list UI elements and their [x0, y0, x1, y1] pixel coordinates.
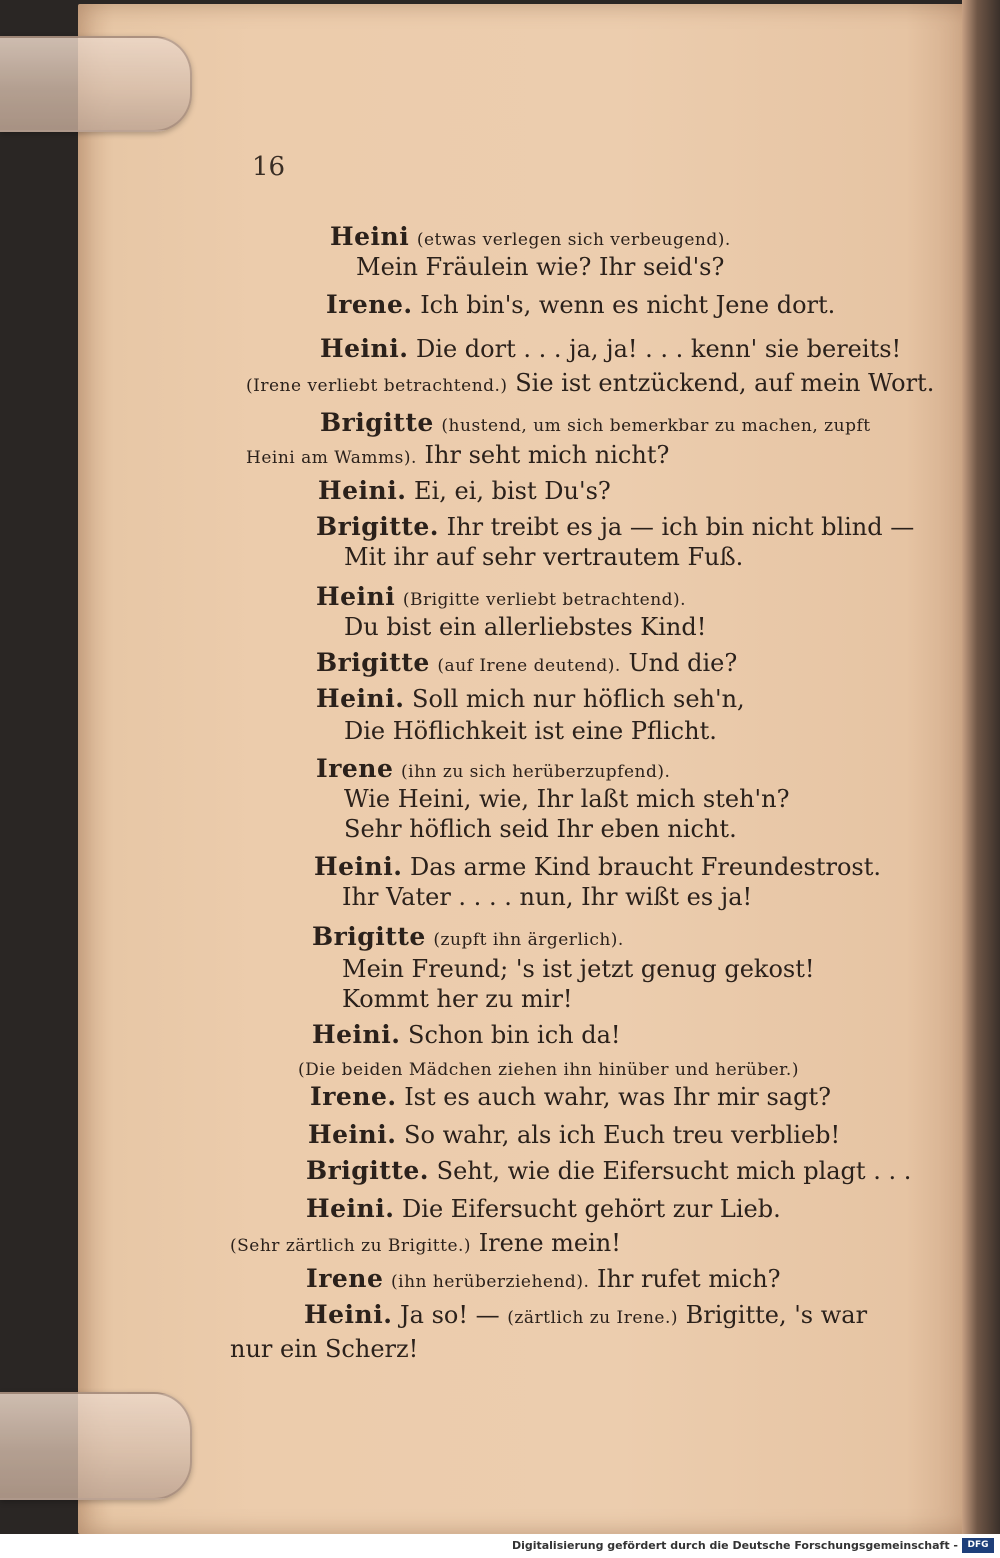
stage-direction: (etwas verlegen sich verbeugend).: [416, 230, 731, 250]
dialogue-line: [344, 814, 737, 844]
line-text: Die Höflichkeit ist eine Pflicht.: [344, 717, 717, 745]
line-text: Ich bin's, wenn es nicht Jene dort.: [420, 291, 836, 319]
dialogue-line: [342, 882, 752, 912]
dialogue-line: [320, 334, 901, 364]
dialogue-line: [306, 1156, 911, 1186]
line-text: Ihr seht mich nicht?: [424, 441, 670, 469]
dialogue-line: [342, 984, 573, 1014]
speaker-name: Heini.: [304, 1300, 393, 1329]
dialogue-line: [230, 1228, 621, 1261]
line-text: Und die?: [628, 649, 738, 677]
line-text: Seht, wie die Eifersucht mich plagt . . .: [436, 1157, 912, 1185]
speaker-name: Heini: [330, 222, 410, 251]
dialogue-line: [306, 1264, 781, 1297]
stage-direction: (zärtlich zu Irene.): [507, 1308, 678, 1328]
speaker-name: Brigitte: [320, 408, 434, 437]
speaker-name: Heini.: [314, 852, 403, 881]
stage-direction: (zupft ihn ärgerlich).: [433, 930, 624, 950]
dialogue-line: [316, 582, 686, 615]
line-text: Du bist ein allerliebstes Kind!: [344, 613, 707, 641]
dialogue-line: [326, 290, 835, 320]
speaker-name: Brigitte.: [306, 1156, 429, 1185]
line-text: Ei, ei, bist Du's?: [414, 477, 611, 505]
dialogue-line: [246, 440, 669, 473]
dialogue-line: [316, 512, 914, 542]
line-text: Ihr Vater . . . . nun, Ihr wißt es ja!: [342, 883, 753, 911]
speaker-name: Brigitte.: [316, 512, 439, 541]
line-text: Brigitte, 's war: [685, 1301, 868, 1329]
dialogue-line: [308, 1120, 840, 1150]
dialogue-line: [230, 1334, 418, 1364]
dialogue-line: [344, 542, 743, 572]
stage-direction: (Irene verliebt betrachtend.): [246, 376, 508, 396]
dialogue-line: [356, 252, 724, 282]
stage-direction: (Brigitte verliebt betrachtend).: [402, 590, 687, 610]
stage-direction: (Die beiden Mädchen ziehen ihn hinüber und herüber.): [298, 1060, 799, 1080]
page-number: 16: [252, 152, 286, 182]
dialogue-line: [316, 684, 745, 714]
stage-direction: (auf Irene deutend).: [437, 656, 621, 676]
line-text: Die dort . . . ja, ja! . . . kenn' sie bereits!: [416, 335, 902, 363]
dialogue-line: [310, 1082, 831, 1112]
line-text: Kommt her zu mir!: [342, 985, 573, 1013]
stage-direction: (ihn zu sich herüberzupfend).: [401, 762, 671, 782]
line-text: Das arme Kind braucht Freundestrost.: [410, 853, 882, 881]
stage-direction: (ihn herüberziehend).: [391, 1272, 590, 1292]
stage-direction: Heini am Wamms).: [246, 448, 417, 468]
dialogue-line: [312, 922, 624, 955]
stage-direction: (Sehr zärtlich zu Brigitte.): [230, 1236, 472, 1256]
line-text: Ihr rufet mich?: [597, 1265, 781, 1293]
dialogue-line: [330, 222, 731, 255]
dialogue-line: [344, 716, 717, 746]
dfg-logo-icon: DFG: [962, 1538, 994, 1553]
funding-credit: Digitalisierung gefördert durch die Deutsche Forschungsgemeinschaft -: [511, 1539, 958, 1552]
line-text: Mein Fräulein wie? Ihr seid's?: [356, 253, 725, 281]
speaker-name: Irene: [306, 1264, 384, 1293]
speaker-name: Brigitte: [312, 922, 426, 951]
digitization-footer: [0, 1534, 1000, 1558]
speaker-name: Heini.: [316, 684, 405, 713]
dialogue-line: [306, 1194, 781, 1224]
dialogue-line: [344, 612, 706, 642]
line-text: Irene mein!: [478, 1229, 621, 1257]
line-text: Soll mich nur höflich seh'n,: [412, 685, 745, 713]
speaker-name: Heini.: [320, 334, 409, 363]
speaker-name: Brigitte: [316, 648, 430, 677]
dialogue-line: [298, 1052, 799, 1085]
line-text: Sie ist entzückend, auf mein Wort.: [515, 369, 935, 397]
line-text: So wahr, als ich Euch treu verblieb!: [404, 1121, 841, 1149]
line-text: Ja so! —: [400, 1301, 500, 1329]
speaker-name: Heini.: [308, 1120, 397, 1149]
speaker-name: Irene.: [326, 290, 413, 319]
line-text: Schon bin ich da!: [408, 1021, 621, 1049]
dialogue-line: [314, 852, 881, 882]
dialogue-line: [320, 408, 871, 441]
line-text: Ist es auch wahr, was Ihr mir sagt?: [404, 1083, 831, 1111]
stage-direction: (hustend, um sich bemerkbar zu machen, zupft: [441, 416, 871, 436]
dialogue-line: [312, 1020, 621, 1050]
dialogue-line: [246, 368, 934, 401]
line-text: Ihr treibt es ja — ich bin nicht blind —: [446, 513, 915, 541]
dialogue-line: [304, 1300, 867, 1333]
dialogue-line: [316, 648, 737, 681]
dialogue-line: [318, 476, 611, 506]
speaker-name: Heini.: [312, 1020, 401, 1049]
dialogue-line: [342, 954, 815, 984]
line-text: Mit ihr auf sehr vertrautem Fuß.: [344, 543, 744, 571]
line-text: Wie Heini, wie, Ihr laßt mich steh'n?: [344, 785, 790, 813]
speaker-name: Irene: [316, 754, 394, 783]
speaker-name: Heini.: [318, 476, 407, 505]
speaker-name: Irene.: [310, 1082, 397, 1111]
line-text: Die Eifersucht gehört zur Lieb.: [402, 1195, 781, 1223]
speaker-name: Heini: [316, 582, 396, 611]
speaker-name: Heini.: [306, 1194, 395, 1223]
dialogue-line: [344, 784, 789, 814]
line-text: Sehr höflich seid Ihr eben nicht.: [344, 815, 737, 843]
line-text: Mein Freund; 's ist jetzt genug gekost!: [342, 955, 815, 983]
line-text: nur ein Scherz!: [230, 1335, 419, 1363]
dialogue-line: [316, 754, 670, 787]
